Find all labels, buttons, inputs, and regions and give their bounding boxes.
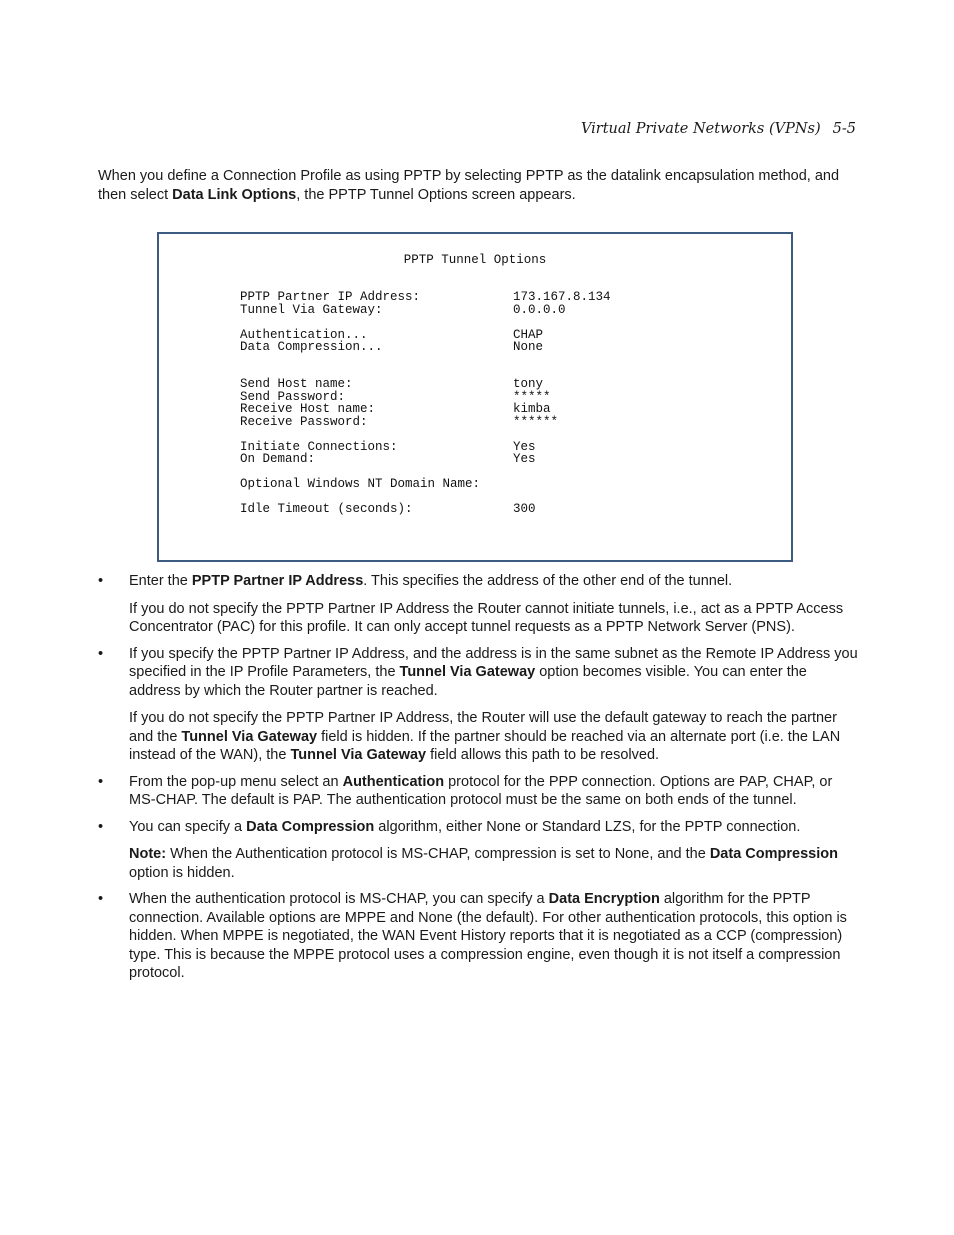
bullet-subparagraph [129, 709, 858, 765]
text-run: protocol for the PPP connection. Options are PAP, CHAP, or MS-CHAP. The default is PAP. The authentication protocol must be the same on both ends of the tunnel. [129, 773, 833, 808]
list-item [98, 645, 858, 765]
text-run: option becomes visible. You can enter the address by which the Router partner is reached. [129, 664, 807, 699]
list-item [98, 572, 858, 637]
row-label: Data Compression... [240, 340, 383, 354]
bullet-marker: • [98, 818, 104, 835]
note-paragraph [129, 845, 858, 882]
list-item [98, 773, 858, 810]
intro-paragraph [98, 167, 858, 204]
row-label: Receive Password: [240, 415, 368, 429]
row-value: ****** [513, 415, 559, 429]
text-run: If you specify the PPTP Partner IP Address, and the address is in the same subnet as the Remote IP Address you specified in the IP Profile Parameters, the [129, 645, 858, 680]
bold-run: Tunnel Via Gateway [290, 747, 427, 763]
text-run: If you do not specify the PPTP Partner IP Address, the Router will use the default gateway to reach the partner and the [129, 710, 837, 745]
bold-run: Data Encryption [548, 891, 660, 907]
bullet-text [129, 572, 858, 591]
text-run: When the Authentication protocol is MS-CHAP, compression is set to None, and the [166, 846, 710, 862]
text-run: . This specifies the address of the other end of the tunnel. [363, 573, 733, 589]
intro-bold: Data Link Options [172, 186, 297, 203]
row-value: CHAP [513, 328, 544, 342]
text-run: When the authentication protocol is MS-CHAP, you can specify a [129, 891, 549, 907]
screen-title: PPTP Tunnel Options [403, 253, 547, 267]
bullet-marker: • [98, 773, 104, 790]
bold-run: Data Compression [246, 818, 375, 835]
intro-text-end: , the PPTP Tunnel Options screen appears. [296, 186, 576, 203]
row-label: Optional Windows NT Domain Name: [240, 477, 481, 491]
row-label: Tunnel Via Gateway: [240, 303, 383, 317]
bullet-text [129, 773, 858, 810]
row-value: 0.0.0.0 [513, 303, 566, 317]
row-label: PPTP Partner IP Address: [240, 290, 421, 304]
bullet-marker: • [98, 573, 104, 589]
bold-run: PPTP Partner IP Address [191, 573, 364, 589]
bullet-subparagraph: If you do not specify the PPTP Partner IP Address the Router cannot initiate tunnels, i.e., act as a PPTP Access Concentrator (PAC) for this profile. It can only accept tunnel requests as a PPTP Network Server (PNS). [129, 600, 844, 635]
row-label: Authentication... [240, 328, 368, 342]
bold-run: Authentication [342, 773, 445, 790]
bold-run: Tunnel Via Gateway [399, 664, 536, 680]
bullet-marker: • [98, 891, 104, 907]
row-label: Receive Host name: [240, 402, 376, 416]
bullet-text [129, 818, 858, 837]
row-value: Yes [513, 452, 536, 466]
row-value: tony [513, 377, 544, 391]
row-value: None [513, 340, 544, 354]
text-run: field is hidden. If the partner should be reached via an alternate port (i.e. the LAN instead of the WAN), the [129, 728, 841, 763]
row-label: On Demand: [240, 452, 316, 466]
note-label: Note: [129, 846, 167, 862]
row-value: ***** [513, 390, 551, 404]
text-run: Enter the [129, 573, 192, 589]
bullet-list [98, 572, 858, 991]
chapter-title: Virtual Private Networks (VPNs) [580, 121, 821, 137]
bullet-marker: • [98, 645, 104, 662]
bullet-text [129, 890, 858, 983]
page-header [581, 120, 856, 139]
list-item [98, 818, 858, 883]
text-run: field allows this path to be resolved. [426, 747, 660, 763]
row-label: Initiate Connections: [240, 440, 398, 454]
row-value: 173.167.8.134 [513, 290, 611, 304]
row-value: kimba [513, 402, 551, 416]
text-run: algorithm, either None or Standard LZS, for the PPTP connection. [374, 818, 801, 835]
row-label: Send Password: [240, 390, 346, 404]
row-value: Yes [513, 440, 536, 454]
text-run: algorithm for the PPTP connection. Available options are MPPE and None (the default). For other authentication protocols, this option is hidden. When MPPE is negotiated, the WAN Event History reports that it is negotiated as a CCP (compression) type. This is because the MPPE protocol uses a compression engine, even though it is not itself a compression protocol. [129, 891, 847, 981]
intro-text: When you define a Connection Profile as using PPTP by selecting PPTP as the datalink encapsulation method, and then select [98, 168, 840, 203]
bullet-text [129, 645, 858, 701]
row-value: 300 [513, 502, 536, 516]
pptp-options-screen [157, 232, 793, 562]
bold-run: Tunnel Via Gateway [181, 728, 318, 745]
page-number: 5-5 [832, 121, 856, 137]
text-run: From the pop-up menu select an [129, 773, 343, 790]
row-label: Send Host name: [240, 377, 353, 391]
list-item [98, 890, 858, 983]
row-label: Idle Timeout (seconds): [240, 502, 413, 516]
text-run: You can specify a [129, 818, 247, 835]
bold-run: Data Compression [709, 846, 838, 862]
text-run: option is hidden. [129, 864, 235, 881]
